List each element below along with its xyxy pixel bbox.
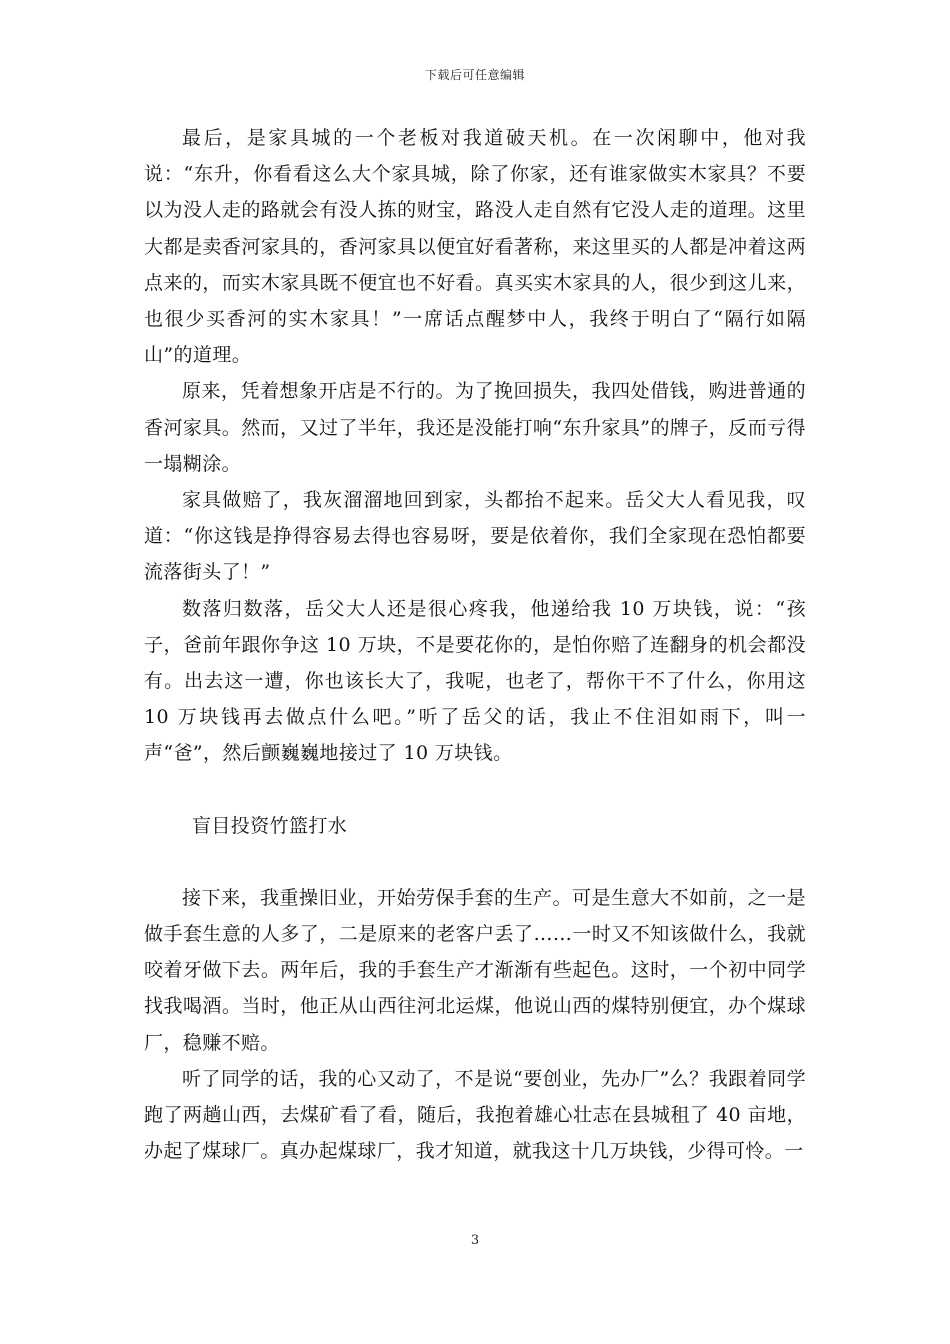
document-body xyxy=(144,120,806,1169)
paragraph: 原来，凭着想象开店是不行的。为了挽回损失，我四处借钱，购进普通的香河家具。然而，又过了半年，我还是没能打响“东升家具”的牌子，反而亏得一塌糊涂。 xyxy=(144,380,806,475)
paragraph: 最后，是家具城的一个老板对我道破天机。在一次闲聊中，他对我说：“东升，你看看这么大个家具城，除了你家，还有谁家做实木家具？不要以为没人走的路就会有没人拣的财宝，路没人走自然有它没人走的道理。这里大都是卖香河家具的，香河家具以便宜好看著称，来这里买的人都是冲着这两点来的，而实木家具既不便宜也不好看。真买实木家具的人，很少到这儿来，也很少买香河的实木家具！”一席话点醒梦中人，我终于明白了“隔行如隔山”的道理。 xyxy=(144,127,806,367)
paragraph: 数落归数落，岳父大人还是很心疼我，他递给我 10 万块钱，说：“孩子，爸前年跟你争这 10 万块，不是要花你的，是怕你赔了连翻身的机会都没有。出去这一遭，你也该长大了，我呢，也老了，帮你干不了什么，你用这 10 万块钱再去做点什么吧。”听了岳父的话，我止不住泪如雨下，叫一声“爸”，然后颤巍巍地接过了 10 万块钱。 xyxy=(144,597,806,765)
paragraph: 听了同学的话，我的心又动了，不是说“要创业，先办厂”么？我跟着同学跑了两趟山西，去煤矿看了看，随后，我抱着雄心壮志在县城租了 40 亩地，办起了煤球厂。真办起煤球厂，我才知道，就我这十几万块钱，少得可怜。一 xyxy=(144,1067,806,1163)
paragraph: 家具做赔了，我灰溜溜地回到家，头都抬不起来。岳父大人看见我，叹道：“你这钱是挣得容易去得也容易呀，要是依着你，我们全家现在恐怕都要流落街头了！” xyxy=(144,489,806,584)
paragraph: 接下来，我重操旧业，开始劳保手套的生产。可是生意大不如前，之一是做手套生意的人多了，二是原来的老客户丢了……一时又不知该做什么，我就咬着牙做下去。两年后，我的手套生产才渐渐有些起色。这时，一个初中同学找我喝酒。当时，他正从山西往河北运煤，他说山西的煤特别便宜，办个煤球厂，稳赚不赔。 xyxy=(144,886,806,1054)
page-number: 3 xyxy=(470,1233,480,1248)
page-header: 下载后可任意编辑 xyxy=(424,68,525,82)
section-heading: 盲目投资竹篮打水 xyxy=(192,814,348,837)
